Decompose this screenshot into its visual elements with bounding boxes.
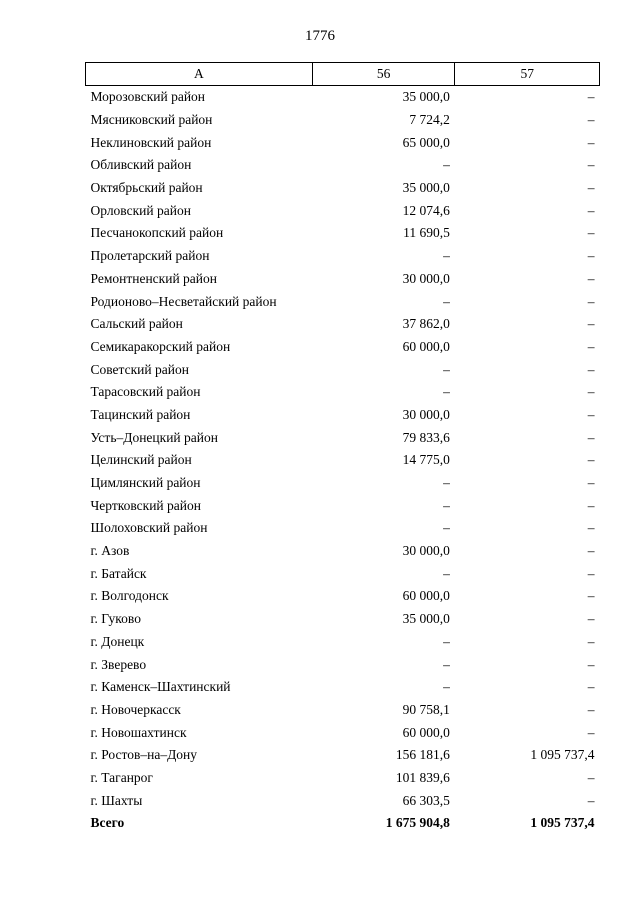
header-cell-57: 57 (455, 63, 600, 86)
row-name-cell: г. Каменск–Шахтинский (90, 679, 231, 695)
row-value-56-cell: – (443, 633, 450, 649)
row-value-57-cell: – (587, 270, 595, 286)
table-row (86, 540, 600, 563)
table-row (86, 86, 600, 109)
table-row (86, 472, 600, 495)
row-value-56-cell: – (443, 520, 450, 536)
row-name-cell: Октябрьский район (90, 180, 203, 196)
header-row (86, 63, 600, 86)
row-name-cell: г. Азов (90, 543, 130, 559)
row-value-57-cell: – (587, 792, 595, 808)
row-value-57-cell: – (587, 338, 595, 354)
total-value-cell: 1 675 904,8 (385, 815, 450, 831)
row-value-56-cell: 35 000,0 (402, 180, 450, 196)
row-value-56-cell: – (443, 475, 450, 491)
row-value-57-cell: – (587, 406, 595, 422)
row-value-57-cell: – (587, 656, 595, 672)
row-value-57-cell: – (587, 611, 595, 627)
row-value-57-cell: – (587, 565, 595, 581)
row-name-cell: Морозовский район (90, 89, 206, 105)
row-name-cell: г. Донецк (90, 633, 145, 649)
table-row (86, 268, 600, 291)
row-value-57-cell: – (587, 452, 595, 468)
row-value-56-cell: 90 758,1 (402, 701, 450, 717)
row-value-57-cell: – (587, 293, 595, 309)
row-value-56-cell: 12 074,6 (402, 202, 450, 218)
row-value-57-cell: – (587, 157, 595, 173)
table-row (86, 585, 600, 608)
row-value-56-cell: 30 000,0 (402, 406, 450, 422)
row-name-cell: Мясниковский район (90, 112, 213, 128)
row-value-56-cell: – (443, 679, 450, 695)
row-value-57-cell: – (587, 112, 595, 128)
row-value-57-cell: – (587, 701, 595, 717)
row-value-56-cell: 35 000,0 (402, 89, 450, 105)
row-value-57-cell: – (587, 429, 595, 445)
row-value-57-cell: – (587, 520, 595, 536)
row-name-cell: Усть–Донецкий район (90, 429, 218, 445)
row-name-cell: Родионово–Несветайский район (90, 293, 277, 309)
row-value-56-cell: 30 000,0 (402, 543, 450, 559)
table-row (86, 154, 600, 177)
table-row (86, 222, 600, 245)
row-value-57-cell: – (587, 89, 595, 105)
table-row (86, 767, 600, 790)
row-name-cell: Чертковский район (90, 497, 201, 513)
table-row (86, 721, 600, 744)
row-value-56-cell: – (443, 384, 450, 400)
row-value-57-cell: – (587, 202, 595, 218)
row-value-56-cell: 79 833,6 (402, 429, 450, 445)
row-name-cell: г. Ростов–на–Дону (90, 747, 198, 763)
row-value-57-cell: – (587, 384, 595, 400)
table-row (86, 336, 600, 359)
row-value-57-cell: – (587, 361, 595, 377)
row-name-cell: Пролетарский район (90, 248, 210, 264)
table-header (86, 63, 600, 86)
row-value-57-cell: – (587, 497, 595, 513)
table-row (86, 313, 600, 336)
table-row (86, 608, 600, 631)
total-label-cell: Всего (90, 815, 125, 831)
table-row (86, 426, 600, 449)
table-row (86, 381, 600, 404)
row-name-cell: г. Батайск (90, 565, 147, 581)
page-number: 1776 (305, 28, 335, 44)
table-row (86, 517, 600, 540)
row-name-cell: Советский район (90, 361, 189, 377)
row-value-56-cell: 60 000,0 (402, 588, 450, 604)
header-cell-56: 56 (312, 63, 455, 86)
table-row (86, 131, 600, 154)
row-value-57-cell: – (587, 248, 595, 264)
table-row (86, 109, 600, 132)
table-row (86, 676, 600, 699)
row-value-56-cell: – (443, 497, 450, 513)
row-value-57-cell: – (587, 225, 595, 241)
total-value-cell: 1 095 737,4 (530, 815, 595, 831)
row-name-cell: г. Шахты (90, 792, 143, 808)
row-value-57-cell: – (587, 134, 595, 150)
row-name-cell: Цимлянский район (90, 475, 201, 491)
row-value-56-cell: 66 303,5 (402, 792, 450, 808)
row-name-cell: Сальский район (90, 316, 183, 332)
row-name-cell: Обливский район (90, 157, 192, 173)
row-name-cell: Песчанокопский район (90, 225, 224, 241)
row-value-56-cell: 60 000,0 (402, 338, 450, 354)
row-name-cell: г. Таганрог (90, 769, 153, 785)
row-name-cell: г. Новочеркасск (90, 701, 181, 717)
table-row (86, 653, 600, 676)
row-value-57-cell: – (587, 475, 595, 491)
table-body (86, 86, 600, 835)
table-row (86, 562, 600, 585)
row-name-cell: Неклиновский район (90, 134, 212, 150)
row-value-56-cell: – (443, 656, 450, 672)
row-value-57-cell: – (587, 180, 595, 196)
row-value-57-cell: – (587, 679, 595, 695)
row-name-cell: г. Новошахтинск (90, 724, 187, 740)
row-value-57-cell: – (587, 543, 595, 559)
row-value-56-cell: 30 000,0 (402, 270, 450, 286)
row-name-cell: Тарасовский район (90, 384, 201, 400)
row-value-57-cell: – (587, 769, 595, 785)
row-value-56-cell: – (443, 361, 450, 377)
row-name-cell: г. Зверево (90, 656, 147, 672)
row-name-cell: Ремонтненский район (90, 270, 217, 286)
table-row (86, 631, 600, 654)
row-value-57-cell: – (587, 633, 595, 649)
row-value-56-cell: 11 690,5 (403, 225, 450, 241)
table-row (86, 744, 600, 767)
table-row (86, 245, 600, 268)
row-name-cell: Тацинский район (90, 406, 191, 422)
row-name-cell: г. Гуково (90, 611, 141, 627)
table-row (86, 290, 600, 313)
row-value-56-cell: 60 000,0 (402, 724, 450, 740)
row-value-56-cell: 65 000,0 (402, 134, 450, 150)
row-value-56-cell: 37 862,0 (402, 316, 450, 332)
table-row (86, 358, 600, 381)
row-value-56-cell: – (443, 248, 450, 264)
row-value-57-cell: – (587, 316, 595, 332)
row-name-cell: Орловский район (90, 202, 191, 218)
table-row (86, 699, 600, 722)
row-name-cell: Семикаракорский район (90, 338, 231, 354)
header-cell-a: А (86, 63, 313, 86)
row-value-56-cell: 7 724,2 (409, 112, 450, 128)
row-value-56-cell: – (443, 157, 450, 173)
row-value-56-cell: 14 775,0 (402, 452, 450, 468)
row-value-57-cell: – (587, 724, 595, 740)
table-row (86, 789, 600, 812)
row-value-56-cell: 35 000,0 (402, 611, 450, 627)
total-row (86, 812, 600, 835)
table-row (86, 199, 600, 222)
row-value-56-cell: – (443, 293, 450, 309)
row-value-56-cell: – (443, 565, 450, 581)
row-value-57-cell: 1 095 737,4 (530, 747, 595, 763)
table-row (86, 494, 600, 517)
table-row (86, 177, 600, 200)
table-row (86, 449, 600, 472)
row-name-cell: г. Волгодонск (90, 588, 169, 604)
row-name-cell: Целинский район (90, 452, 192, 468)
row-value-56-cell: 101 839,6 (395, 769, 450, 785)
row-value-56-cell: 156 181,6 (395, 747, 450, 763)
data-table (85, 62, 600, 835)
row-value-57-cell: – (587, 588, 595, 604)
table-row (86, 404, 600, 427)
row-name-cell: Шолоховский район (90, 520, 208, 536)
